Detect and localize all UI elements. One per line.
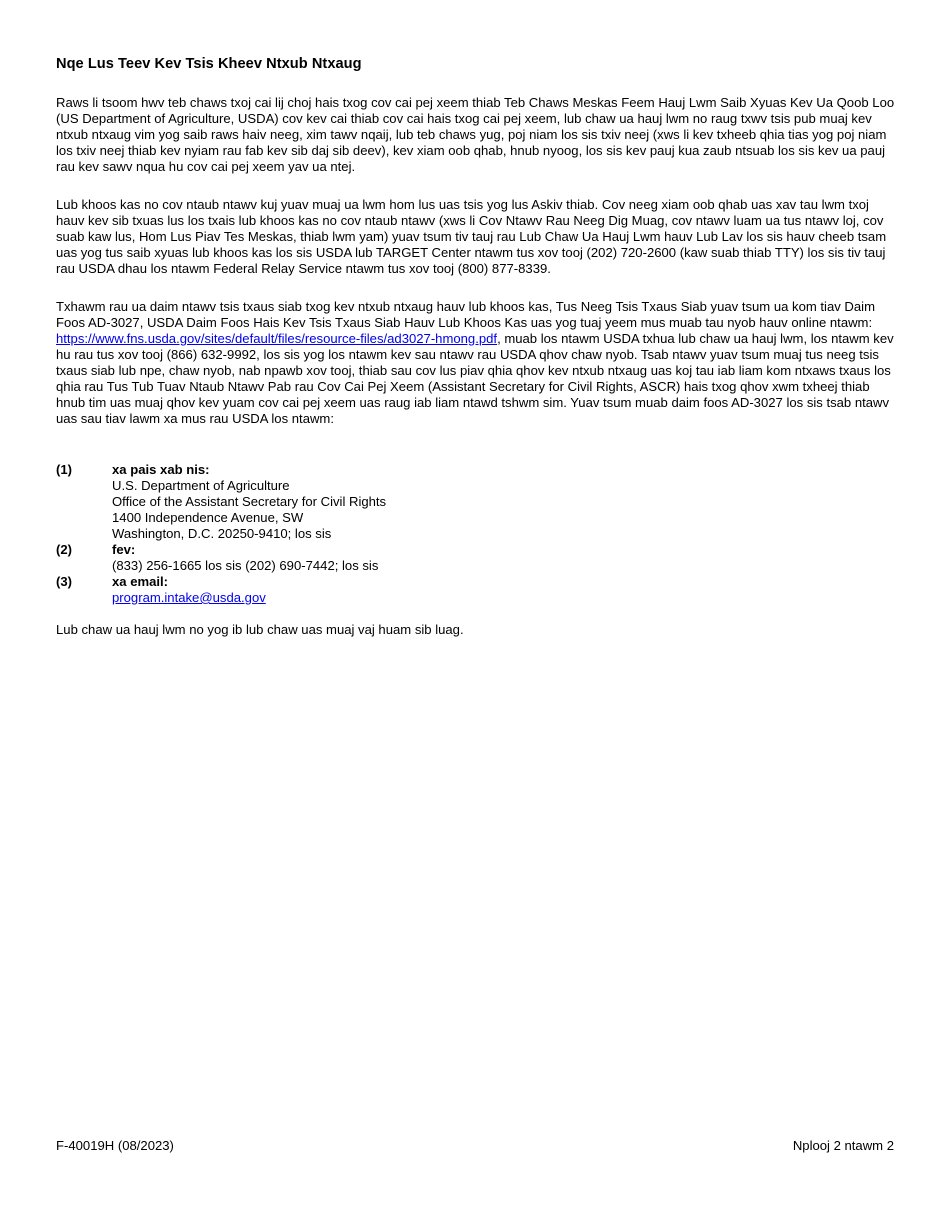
- item-body: [112, 462, 386, 542]
- nondiscrimination-paragraph: Raws li tsoom hwv teb chaws txoj cai lij choj hais txog cov cai pej xeem thiab Teb Chaws Meskas Feem Hauj Lwm Saib Xyuas Kev Ua Qoob Loo (US Department of Agriculture, USDA) cov kev cai thiab cov cai hais txog cai pej xeem, lub chaw ua hauj lwm no raug txwv tsis pub muaj kev ntxub ntxaug vim yog saib raws haiv neeg, xim tawv nqaij, lub teb chaws yug, poj niam los sis txiv neej (xws li kev txheeb qhia tias yog poj niam los txiv neej thiab kev nyiam rau fab kev sib daj sib deev), kev xiam oob qhab, hnub nyoog, los sis kev pauj kua zaub ntsuab los sis kev ua pauj rau kev sawv nqua hu cov cai pej xeem yav ua ntej.: [56, 95, 895, 174]
- address-line: U.S. Department of Agriculture: [112, 478, 290, 493]
- language-access-paragraph: Lub khoos kas no cov ntaub ntawv kuj yuav muaj ua lwm hom lus uas tsis yog lus Askiv thiab. Cov neeg xiam oob qhab uas xav tau lwm txoj hauv kev sib txuas lus los txais lub khoos kas no cov ntaub ntawv (xws li Cov Ntawv Rau Neeg Dig Muag, cov ntawv luam ua tus ntawv loj, cov suab kaw lus, Hom Lus Piav Tes Meskas, thiab lwm yam) yuav tsum tiv tauj rau Lub Chaw Ua Hauj Lwm hauv Lub Lav los sis hauv cheeb tsam uas yog tus saib xyuas lub khoos kas los sis USDA lub TARGET Center ntawm tus xov tooj (202) 720-2600 (kaw suab thiab TTY) los sis tiv tauj rau USDA dhau los ntawm Federal Relay Service ntawm tus xov tooj (800) 877-8339.: [56, 197, 887, 276]
- page-title: Nqe Lus Teev Kev Tsis Kheev Ntxub Ntxaug: [56, 56, 362, 72]
- complaint-form-link[interactable]: https://www.fns.usda.gov/sites/default/files/resource-files/ad3027-hmong.pdf: [56, 331, 498, 346]
- address-line: Washington, D.C. 20250-9410; los sis: [112, 526, 332, 541]
- item-number: (3): [56, 574, 73, 589]
- email-link[interactable]: program.intake@usda.gov: [112, 590, 266, 605]
- item-number: (1): [56, 462, 73, 477]
- page-number: Nplooj 2 ntawm 2: [792, 1138, 894, 1153]
- complaint-paragraph: [56, 299, 896, 427]
- fax-numbers: (833) 256-1665 los sis (202) 690-7442; los sis: [112, 558, 379, 573]
- item-body: [112, 574, 266, 606]
- item-number: (2): [56, 542, 73, 557]
- address-line: Office of the Assistant Secretary for Civil Rights: [112, 494, 387, 509]
- item-label: xa email:: [112, 574, 169, 589]
- item-label: xa pais xab nis:: [112, 462, 210, 477]
- closing-statement: Lub chaw ua hauj lwm no yog ib lub chaw uas muaj vaj huam sib luag.: [56, 622, 464, 637]
- form-id: F-40019H (08/2023): [56, 1138, 174, 1153]
- complaint-text-rest: , muab los ntawm USDA txhua lub chaw ua hauj lwm, los ntawm kev hu rau tus xov tooj (866) 632-9992, los sis yog los ntawm kev sau ntawv rau USDA qhov chaw nyob. Tsab ntawv yuav tsum muaj tus neeg tsis txaus siab lub npe, chaw nyob, nab npawb xov tooj, thiab sau cov lus piav qhia qhov kev ntxub ntxaug uas koj tau iab liam kom ntxaws txaus los qhia rau Tus Tub Tuav Ntaub Ntawv Pab rau Cov Cai Pej Xeem (Assistant Secretary for Civil Rights, ASCR) hais txog qhov xwm txheej thiab hnub tim uas muaj qhov kev yuam cov cai pej xeem uas raug iab liam ntawd tshwm sim. Yuav tsum muab daim foos AD-3027 los sis tsab ntawv uas sau tiav lawm xa mus rau USDA los ntawm:: [56, 331, 894, 426]
- complaint-text-intro: Txhawm rau ua daim ntawv tsis txaus siab txog kev ntxub ntxaug hauv lub khoos kas, Tus Neeg Tsis Txaus Siab yuav tsum ua kom tiav Daim Foos AD-3027, USDA Daim Foos Hais Kev Tsis Txaus Siab Hauv Lub Khoos Kas uas yog tuaj yeem mus muab tau nyob hauv online ntawm:: [56, 299, 875, 330]
- item-label: fev:: [112, 542, 136, 557]
- item-body: [112, 542, 378, 574]
- address-line: 1400 Independence Avenue, SW: [112, 510, 304, 525]
